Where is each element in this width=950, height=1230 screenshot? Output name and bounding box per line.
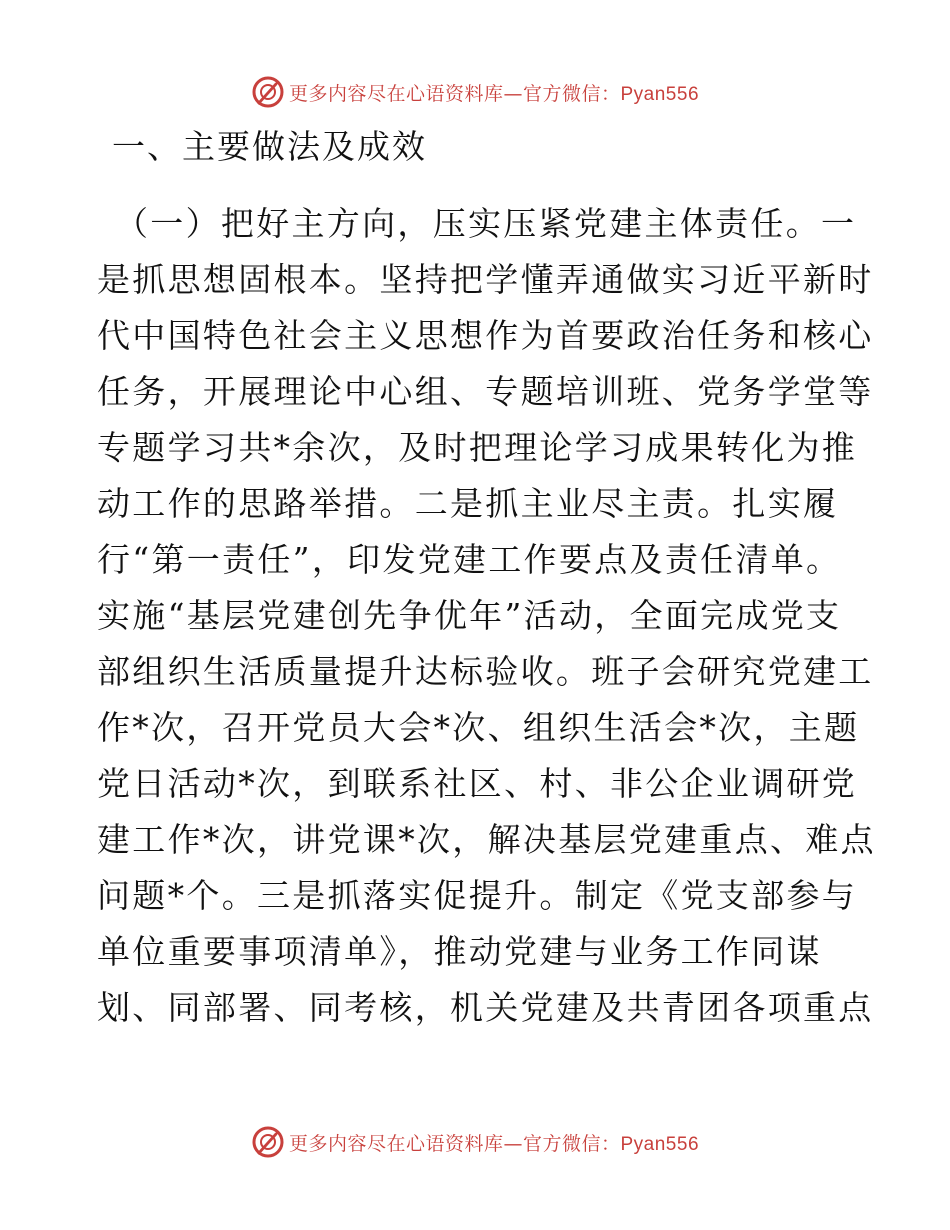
text-line: 建工作*次，讲党课*次，解决基层党建重点、难点 [97, 820, 876, 859]
logo-icon [251, 1125, 285, 1159]
text-line: 专题学习共*余次，及时把理论学习成果转化为推 [97, 428, 858, 467]
text-line: 代中国特色社会主义思想作为首要政治任务和核心 [97, 316, 874, 355]
logo-icon [251, 75, 285, 109]
footer-watermark-id: Pyan556 [620, 1133, 700, 1155]
text-line: 实施“基层党建创先争优年”活动，全面完成党支 [97, 596, 842, 635]
footer-watermark-dash: — [503, 1132, 523, 1155]
footer-watermark [0, 1122, 950, 1162]
section-heading: 一、主要做法及成效 [112, 127, 427, 166]
footer-watermark-text [289, 1129, 699, 1156]
text-line: 任务，开展理论中心组、专题培训班、党务学堂等 [97, 372, 874, 411]
text-line: 是抓思想固根本。坚持把学懂弄通做实习近平新时 [97, 260, 874, 299]
text-line: （一）把好主方向，压实压紧党建主体责任。一 [115, 204, 857, 243]
header-watermark-text [289, 79, 699, 106]
header-watermark-slogan: 更多内容尽在心语资料库 [288, 82, 504, 105]
body-text [97, 196, 876, 1036]
header-watermark [0, 72, 950, 112]
text-line: 单位重要事项清单》，推动党建与业务工作同谋 [97, 932, 822, 971]
header-watermark-dash: — [503, 82, 523, 105]
footer-watermark-slogan: 更多内容尽在心语资料库 [288, 1132, 504, 1155]
header-watermark-id: Pyan556 [620, 83, 700, 105]
header-watermark-official: 官方微信： [522, 82, 621, 105]
text-line: 党日活动*次，到联系社区、村、非公企业调研党 [97, 764, 858, 803]
text-line: 划、同部署、同考核，机关党建及共青团各项重点 [97, 988, 874, 1027]
text-line: 问题*个。三是抓落实促提升。制定《党支部参与 [97, 876, 858, 915]
text-line: 动工作的思路举措。二是抓主业尽主责。扎实履 [97, 484, 839, 523]
text-line: 作*次，召开党员大会*次、组织生活会*次，主题 [97, 708, 860, 747]
text-line: 部组织生活质量提升达标验收。班子会研究党建工 [97, 652, 874, 691]
text-line: 行“第一责任”，印发党建工作要点及责任清单。 [97, 540, 842, 579]
footer-watermark-official: 官方微信： [522, 1132, 621, 1155]
